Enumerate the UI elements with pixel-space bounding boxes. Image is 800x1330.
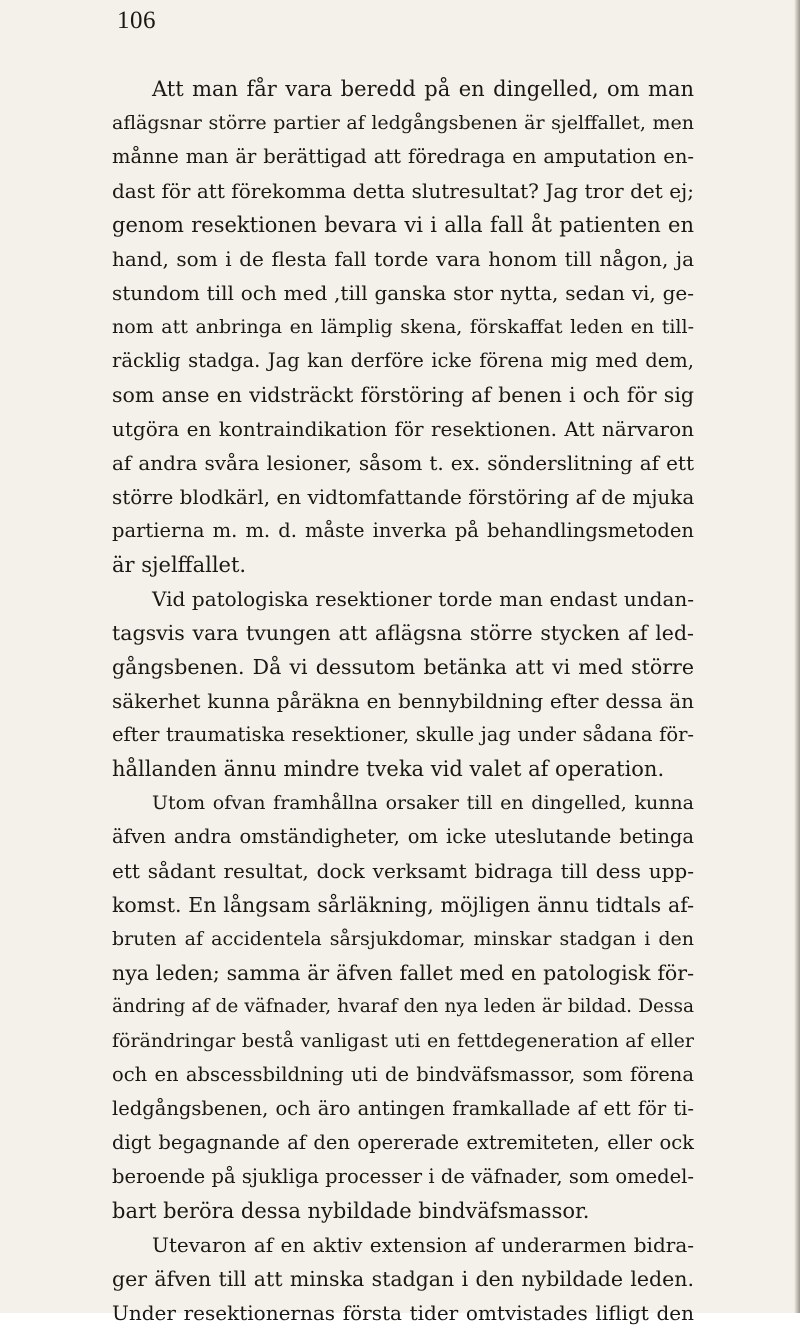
text-line: digt begagnande af den opererade extremiteten, eller ock bbox=[112, 1131, 694, 1154]
text-line: ändring af de väfnader, hvaraf den nya leden är bildad. Dessa bbox=[112, 996, 694, 1017]
text-line: dast för att förekomma detta slutresultat? Jag tror det ej; bbox=[112, 179, 694, 203]
text-line: tagsvis vara tvungen att aflägsna större stycken af led- bbox=[112, 621, 694, 645]
text-line: äfven andra omständigheter, om icke uteslutande betinga bbox=[112, 825, 694, 848]
text-line: Vid patologiska resektioner torde man endast undan- bbox=[152, 587, 694, 611]
text-line: större blodkärl, en vidtomfattande förstöring af de mjuka bbox=[112, 485, 695, 509]
text-line: förändringar bestå vanligast uti en fettdegeneration af eller bbox=[112, 1030, 694, 1052]
text-line: aflägsnar större partier af ledgångsbenen är sjelffallet, men bbox=[112, 112, 694, 134]
text-line: ledgångsbenen, och äro antingen framkallade af ett för ti- bbox=[112, 1097, 694, 1120]
text-line: är sjelffallet. bbox=[112, 553, 247, 577]
text-line: beroende på sjukliga processer i de väfnader, som omedel- bbox=[112, 1165, 694, 1188]
text-line: månne man är berättigad att föredraga en amputation en- bbox=[112, 145, 694, 168]
text-line: gångsbenen. Då vi dessutom betänka att vi med större bbox=[112, 655, 694, 679]
page-edge-shadow bbox=[794, 0, 800, 1313]
text-line: af andra svåra lesioner, såsom t. ex. sönderslitning af ett bbox=[112, 451, 694, 475]
text-line: Utevaron af en aktiv extension af underarmen bidra- bbox=[152, 1233, 694, 1257]
text-line: partierna m. m. d. måste inverka på behandlingsmetoden bbox=[112, 519, 694, 542]
text-line: hållanden ännu mindre tveka vid valet af operation. bbox=[112, 757, 665, 781]
text-line: komst. En långsam sårläkning, möjligen ännu tidtals af- bbox=[112, 893, 694, 917]
text-line: nya leden; samma är äfven fallet med en patologisk för- bbox=[112, 961, 694, 985]
text-line: bruten af accidentela sårsjukdomar, minskar stadgan i den bbox=[112, 928, 694, 950]
page-number: 106 bbox=[117, 7, 156, 34]
text-line: stundom till och med ,till ganska stor nytta, sedan vi, ge- bbox=[112, 281, 694, 305]
text-line: säkerhet kunna påräkna en bennybildning efter dessa än bbox=[112, 689, 694, 713]
text-line: och en abscessbildning uti de bindväfsmassor, som förena bbox=[112, 1063, 694, 1086]
text-line: räcklig stadga. Jag kan derföre icke förena mig med dem, bbox=[112, 349, 694, 372]
body-text bbox=[112, 72, 694, 1330]
text-line: Under resektionernas första tider omtvistades lifligt den bbox=[112, 1301, 694, 1325]
text-line: ger äfven till att minska stadgan i den nybildade leden. bbox=[112, 1267, 694, 1291]
text-line: genom resektionen bevara vi i alla fall åt patienten en bbox=[112, 213, 694, 237]
text-line: som anse en vidsträckt förstöring af benen i och för sig bbox=[112, 383, 694, 407]
text-line: efter traumatiska resektioner, skulle jag under sådana för- bbox=[112, 723, 694, 746]
text-line: Utom ofvan framhållna orsaker till en dingelled, kunna bbox=[152, 792, 694, 814]
text-line: nom att anbringa en lämplig skena, förskaffat leden en till- bbox=[112, 316, 694, 338]
text-line: ett sådant resultat, dock verksamt bidraga till dess upp- bbox=[112, 859, 694, 883]
text-line: hand, som i de flesta fall torde vara honom till någon, ja bbox=[112, 247, 694, 271]
text-line: utgöra en kontraindikation för resektionen. Att närvaron bbox=[112, 417, 694, 441]
text-line: Att man får vara beredd på en dingelled, om man bbox=[152, 77, 694, 101]
text-line: bart beröra dessa nybildade bindväfsmassor. bbox=[112, 1199, 590, 1223]
